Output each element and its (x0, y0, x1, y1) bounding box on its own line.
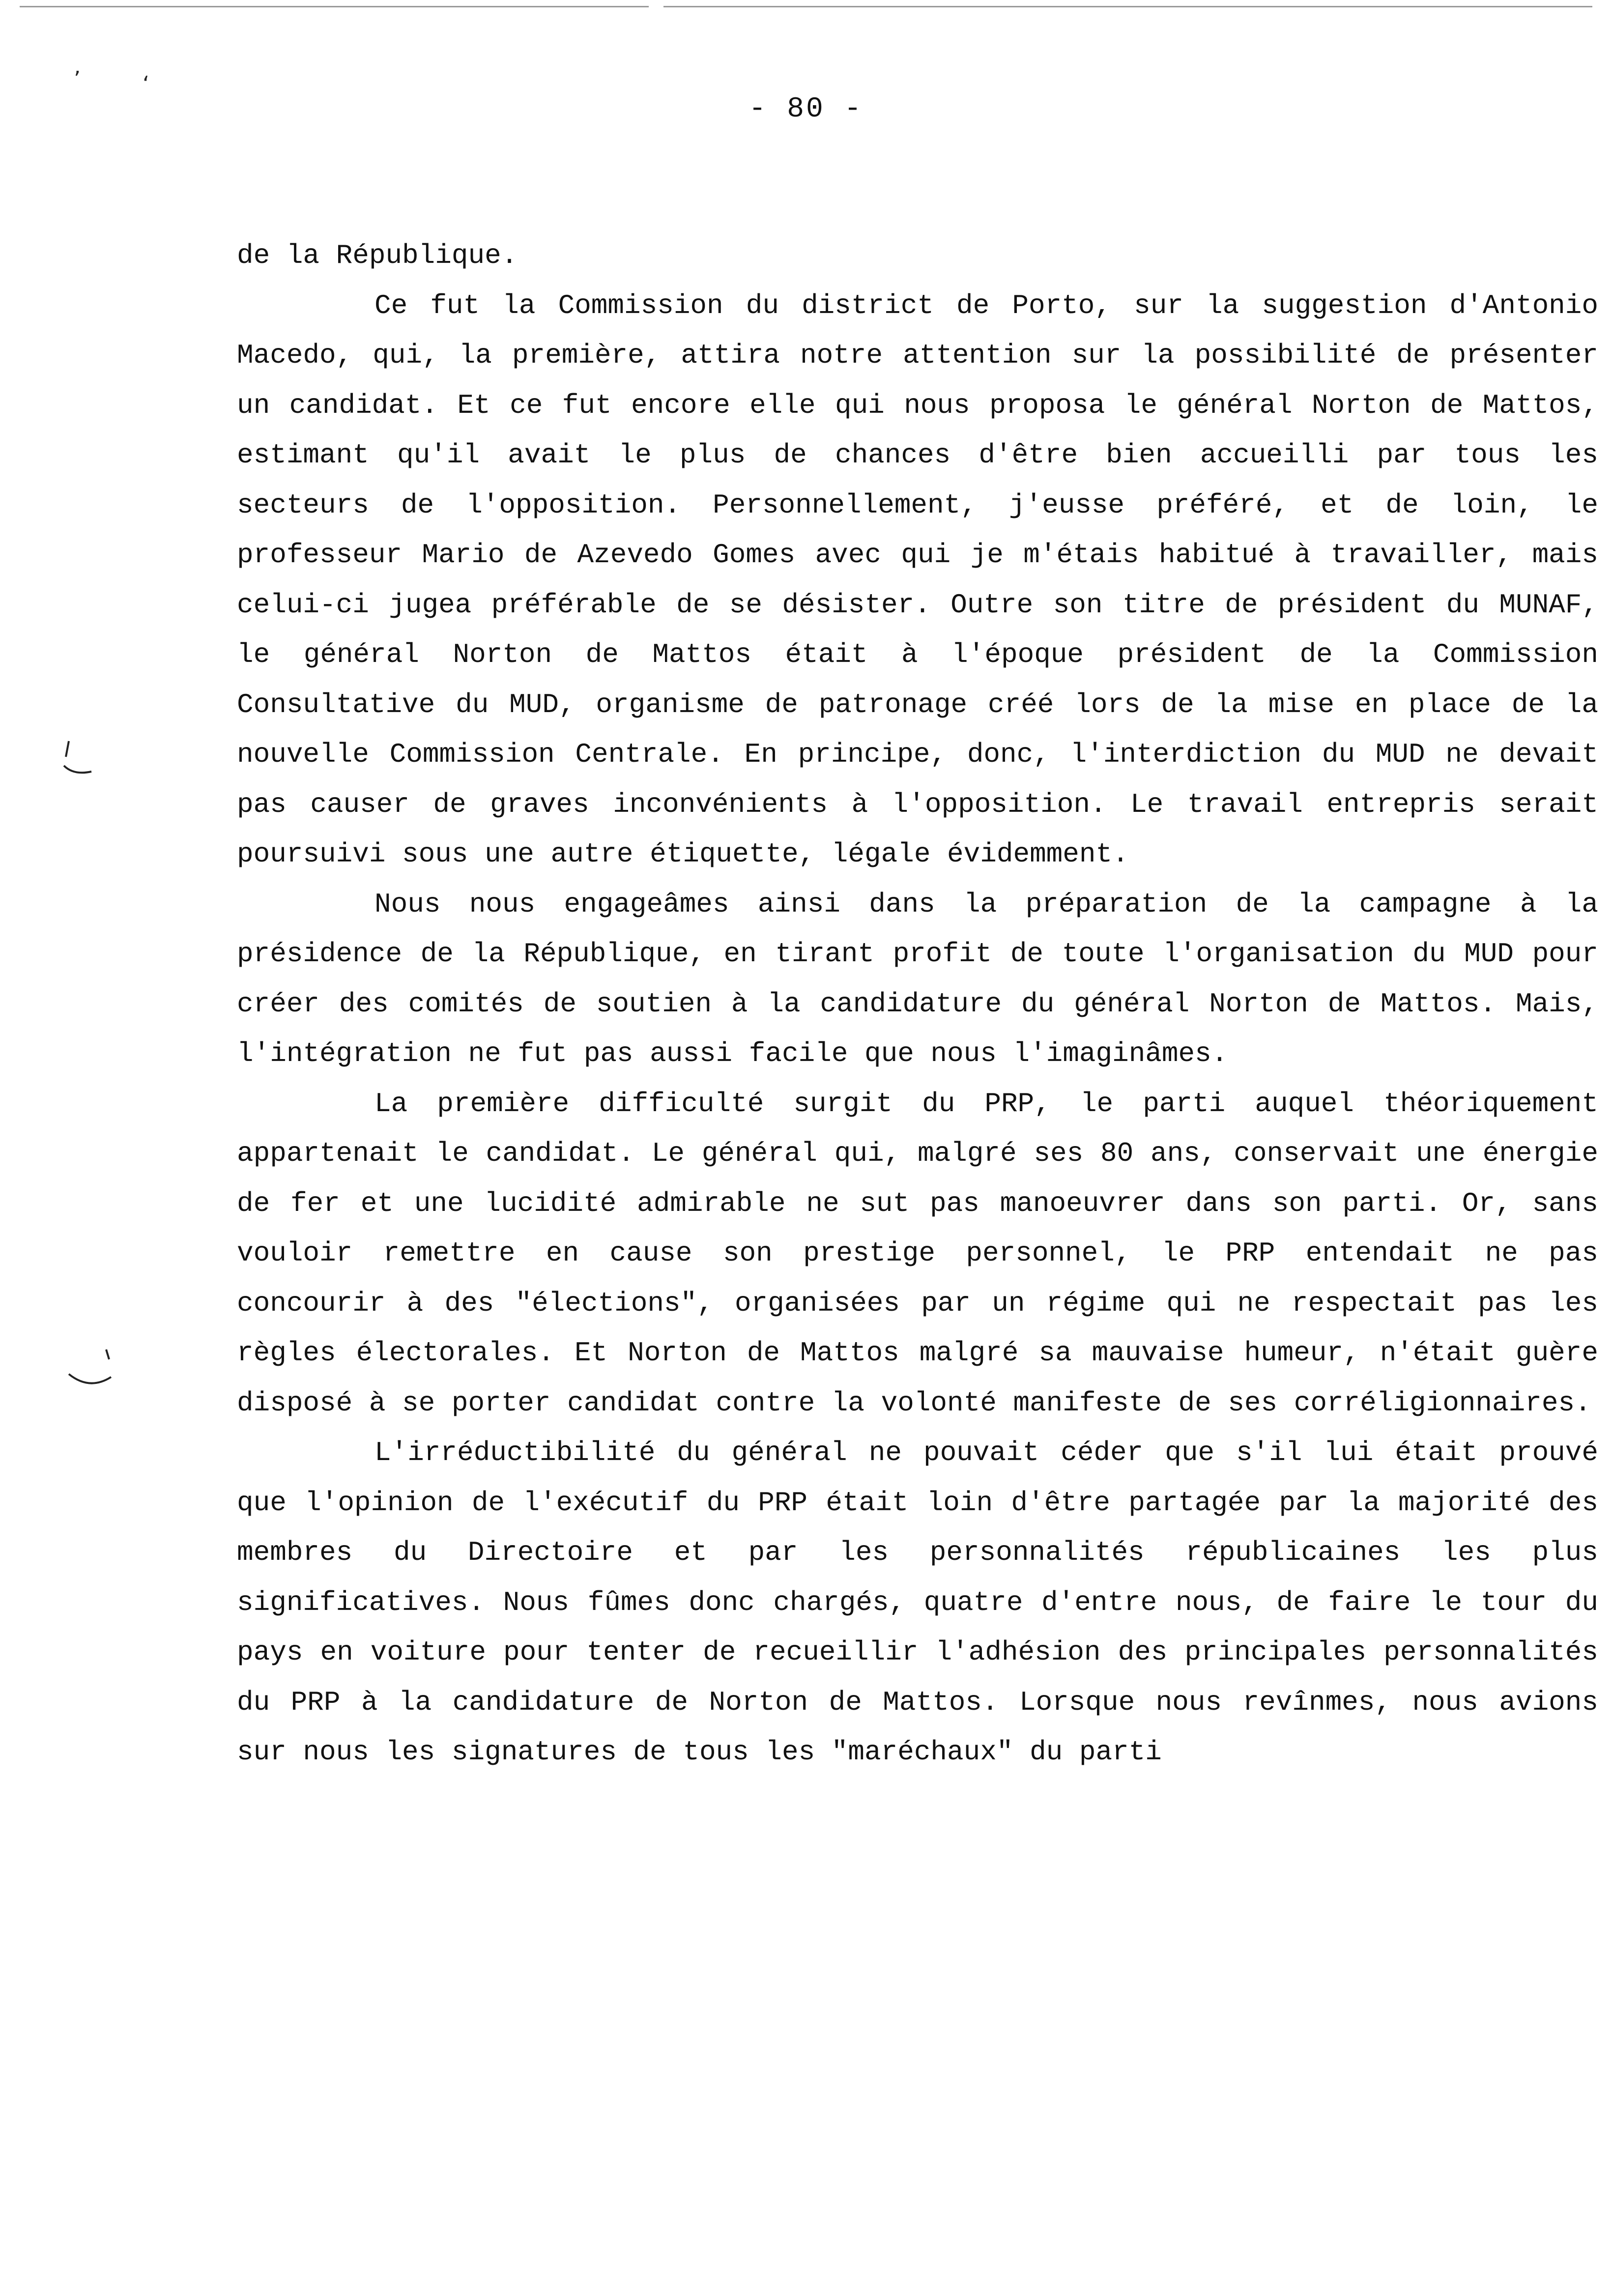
page-number: - 80 - (748, 93, 864, 125)
paragraph-5: L'irréductibilité du général ne pouvait céder que s'il lui était prouvé que l'opinion de l'exécutif du PRP était loin d'être partagée par la majorité des membres du Directoire et par les personnalités républicaines les plus significatives. Nous fûmes donc chargés, quatre d'entre nous, de faire le tour du pays en voiture pour tenter de recueillir l'adhésion des principales personnalités du PRP à la candidature de Norton de Mattos. Lorsque nous revînmes, nous avions sur nous les signatures de tous les "maréchaux" du parti (237, 1437, 1598, 1768)
margin-bracket-mark-lower (64, 1347, 118, 1396)
paragraph-3: Nous nous engageâmes ainsi dans la préparation de la campagne à la présidence de la République, en tirant profit de toute l'organisation du MUD pour créer des comités de soutien à la candidature du général Norton de Mattos. Mais, l'intégration ne fut pas aussi facile que nous l'imaginâmes. (237, 888, 1598, 1069)
paragraph-2: Ce fut la Commission du district de Porto, sur la suggestion d'Antonio Macedo, qui, la première, attira notre attention sur la possibilité de présenter un candidat. Et ce fut encore elle qui nous proposa le général Norton de Mattos, estimant qu'il avait le plus de chances d'être bien accueilli par tous les secteurs de l'opposition. Personnellement, j'eusse préféré, et de loin, le professeur Mario de Azevedo Gomes avec qui je m'étais habitué à travailler, mais celui-ci jugea préférable de se désister. Outre son titre de président du MUNAF, le général Norton de Mattos était à l'époque président de la Commission Consultative du MUD, organisme de patronage créé lors de la mise en place de la nouvelle Commission Centrale. En principe, donc, l'interdiction du MUD ne devait pas causer de graves inconvénients à l'opposition. Le travail entrepris serait poursuivi sous une autre étiquette, légale évidemment. (237, 289, 1598, 870)
paragraph-4: La première difficulté surgit du PRP, le parti auquel théoriquement appartenait le candidat. Le général qui, malgré ses 80 ans, conservait une énergie de fer et une lucidité admirable ne sut pas manoeuvrer dans son parti. Or, sans vouloir remettre en cause son prestige personnel, le PRP entendait ne pas concourir à des "élections", organisées par un régime qui ne respectait pas les règles électorales. Et Norton de Mattos malgré sa mauvaise humeur, n'était guère disposé à se porter candidat contre la volonté manifeste de ses corréligionnaires. (237, 1088, 1598, 1419)
body-text (237, 231, 1598, 1778)
scan-top-rule-left (20, 6, 649, 7)
scan-top-rule-right (663, 6, 1592, 7)
margin-mark-dot-right: ʻ (143, 72, 149, 97)
margin-bracket-mark-upper (59, 737, 98, 791)
margin-mark-dot-left: ’ (74, 67, 81, 92)
paragraph-1: de la République. (237, 240, 518, 271)
